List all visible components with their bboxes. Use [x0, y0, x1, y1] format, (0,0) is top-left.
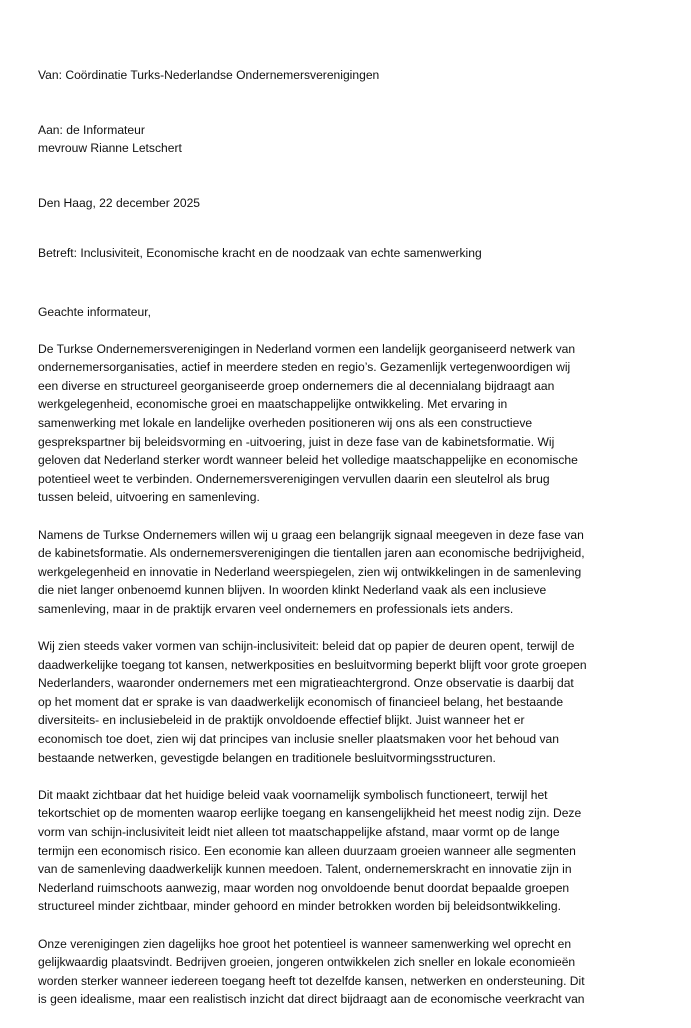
- letter-date: Den Haag, 22 december 2025: [38, 195, 201, 210]
- text-line: potentieel weet te verbinden. Ondernemersverenigingen vervullen daarin een sleutelrol als brug: [38, 471, 550, 486]
- text-line: Dit maakt zichtbaar dat het huidige beleid vaak voornamelijk symbolisch functioneert, terwijl het: [38, 787, 548, 802]
- letter-subject: Betreft: Inclusiviteit, Economische kracht en de noodzaak van echte samenwerking: [38, 246, 482, 261]
- text-line: daadwerkelijke toegang tot kansen, netwerkposities en besluitvorming beperkt blijft voor grote groepen: [38, 657, 587, 672]
- text-line: op het moment dat er sprake is van daadwerkelijk economisch of financieel belang, het bestaande: [38, 694, 564, 709]
- text-line: geloven dat Nederland sterker wordt wanneer beleid het volledige maatschappelijke en economische: [38, 453, 578, 468]
- text-line: diversiteits- en inclusiebeleid in de praktijk onvoldoende effectief blijkt. Juist wanneer het er: [38, 713, 525, 728]
- text-line: bestaande netwerken, gevestigde belangen en traditionele besluitvormingsstructuren.: [38, 750, 496, 765]
- text-line: Nederlanders, waaronder ondernemers met een migratieachtergrond. Onze observatie is daarbij dat: [38, 676, 574, 691]
- text-line: Namens de Turkse Ondernemers willen wij u graag een belangrijk signaal meegeven in deze fase van: [38, 527, 584, 542]
- recipient-block: [38, 121, 678, 158]
- text-line: de kabinetsformatie. Als ondernemersverenigingen die tientallen jaren aan economische bedrijvigheid,: [38, 546, 585, 561]
- recipient-name: mevrouw Rianne Letschert: [38, 141, 182, 156]
- recipient-line: Aan: de Informateur: [38, 122, 145, 137]
- text-line: worden sterker wanneer iedereen toegang heeft tot dezelfde kansen, netwerken en ondersteuning. Dit: [38, 973, 585, 988]
- text-line: gelijkwaardig plaatsvindt. Bedrijven groeien, jongeren ontwikkelen zich sneller en lokale economieën: [38, 955, 576, 970]
- text-line: ondernemersorganisaties, actief in meerdere steden en regio’s. Gezamenlijk vertegenwoordigen wij: [38, 360, 571, 375]
- text-line: vorm van schijn-inclusiviteit leidt niet alleen tot maatschappelijke afstand, maar vormt op de lange: [38, 825, 560, 839]
- text-line: is geen idealisme, maar een realistisch inzicht dat direct bijdraagt aan de economische veerkracht van: [38, 992, 585, 1007]
- sender-line: Van: Coördinatie Turks-Nederlandse Ondernemersverenigingen: [38, 68, 380, 82]
- paragraph-2: [38, 526, 678, 619]
- text-line: van de samenleving daadwerkelijk kunnen meedoen. Talent, ondernemerskracht en innovatie zijn in: [38, 862, 572, 877]
- text-line: samenwerking met lokale en landelijke overheden positioneren wij ons als een constructieve: [38, 415, 533, 430]
- paragraph-3: [38, 637, 678, 767]
- letter-page: [38, 66, 678, 1028]
- text-line: De Turkse Ondernemersverenigingen in Nederland vormen een landelijk georganiseerd netwerk van: [38, 341, 576, 356]
- text-line: tussen beleid, uitvoering en samenleving.: [38, 490, 260, 505]
- text-line: structureel minder zichtbaar, minder gehoord en minder betrokken worden bij beleidsontwikkeling.: [38, 899, 561, 914]
- text-line: samenleving, maar in de praktijk ervaren veel ondernemers en professionals iets anders.: [38, 601, 514, 616]
- text-line: werkgelegenheid en innovatie in Nederland weerspiegelen, zien wij ontwikkelingen in de samenleving: [38, 564, 582, 579]
- paragraph-1: [38, 340, 678, 507]
- text-line: termijn een economisch risico. Een economie kan alleen duurzaam groeien wanneer alle segmenten: [38, 843, 576, 858]
- text-line: een diverse en structureel georganiseerde groep ondernemers die al decennialang bijdraagt aan: [38, 378, 555, 393]
- paragraph-4: [38, 786, 678, 916]
- paragraph-5: [38, 935, 678, 1009]
- text-line: werkgelegenheid, economische groei en maatschappelijke ontwikkeling. Met ervaring in: [38, 397, 508, 412]
- text-line: Nederland ruimschoots aanwezig, maar worden nog onvoldoende benut doordat bepaalde groepen: [38, 880, 570, 895]
- text-line: economisch toe doet, zien wij dat principes van inclusie sneller plaatsmaken voor het behoud van: [38, 732, 560, 747]
- text-line: Onze verenigingen zien dagelijks hoe groot het potentieel is wanneer samenwerking wel oprecht en: [38, 936, 572, 951]
- text-line: die niet langer onbenoemd kunnen blijven. In woorden klinkt Nederland vaak als een inclusieve: [38, 583, 547, 598]
- text-line: Wij zien steeds vaker vormen van schijn-inclusiviteit: beleid dat op papier de deuren opent, terwijl de: [38, 639, 575, 654]
- text-line: gesprekspartner bij beleidsvorming en -uitvoering, juist in deze fase van de kabinetsformatie. Wij: [38, 434, 555, 449]
- text-line: tekortschiet op de momenten waarop eerlijke toegang en kansengelijkheid het meest nodig zijn. Deze: [38, 806, 582, 821]
- salutation: Geachte informateur,: [38, 304, 151, 319]
